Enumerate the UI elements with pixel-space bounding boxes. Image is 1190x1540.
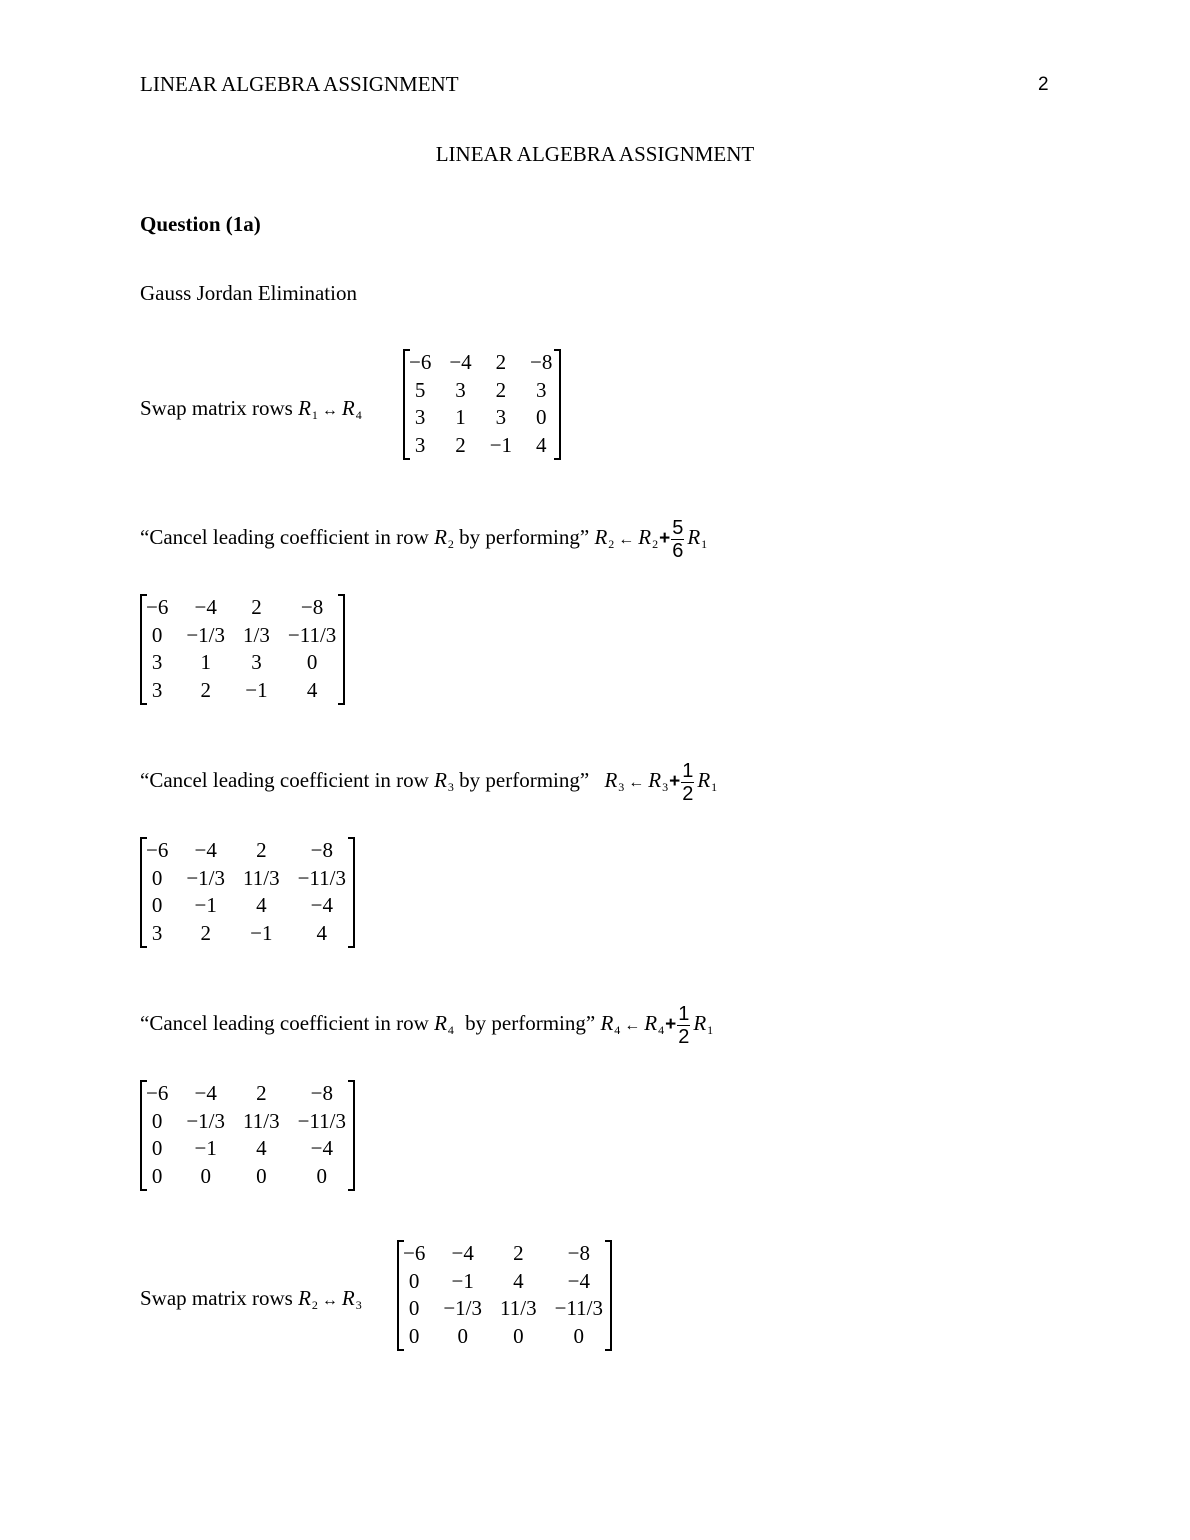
matrix-cell: −4 xyxy=(310,1136,333,1161)
step1-instruction xyxy=(140,396,362,427)
running-header: LINEAR ALGEBRA ASSIGNMENT xyxy=(140,72,459,96)
matrix-cell: −4 xyxy=(449,350,472,374)
matrix-cell: 0 xyxy=(408,1324,420,1349)
matrix-cell: −1/3 xyxy=(186,622,226,647)
row-symbol: $R_3$ xyxy=(434,768,454,794)
matrix-row xyxy=(140,1080,355,1108)
matrix-cell: 0 xyxy=(151,1136,163,1161)
step3-instruction xyxy=(140,757,717,810)
step5-matrix xyxy=(397,1240,612,1351)
matrix-cell: 4 xyxy=(535,433,547,458)
matrix-cell: 3 xyxy=(495,405,507,430)
matrix-cell: 3 xyxy=(535,377,547,402)
matrix-cell: 1 xyxy=(200,650,211,675)
right-bracket xyxy=(605,1240,612,1351)
matrix-cell: 1/3 xyxy=(243,622,270,647)
matrix-row xyxy=(140,837,355,865)
step3-text-a: “Cancel leading coefficient in row xyxy=(140,768,435,792)
fraction: $\frac{1}{2}$ xyxy=(678,1002,690,1048)
row-symbol: $R_2$ xyxy=(298,1286,318,1312)
matrix-cell: 2 xyxy=(200,921,211,946)
matrix-cell: 3 xyxy=(151,650,163,675)
matrix-cell: 11/3 xyxy=(243,865,280,890)
matrix-cell: −4 xyxy=(451,1241,474,1265)
right-bracket xyxy=(338,594,345,705)
row-symbol: $R_1$ xyxy=(687,525,708,551)
row-symbol: $R_4$ xyxy=(434,1011,454,1037)
matrix-row xyxy=(140,649,345,677)
matrix-cell: 0 xyxy=(408,1268,420,1293)
step2-instruction xyxy=(140,514,707,567)
matrix-cell: 0 xyxy=(513,1324,524,1349)
matrix-cell: 0 xyxy=(151,1108,163,1133)
matrix-cell: −6 xyxy=(409,350,432,374)
matrix-cell: 3 xyxy=(414,433,426,458)
matrix-cell: −6 xyxy=(146,595,169,619)
matrix-cell: 3 xyxy=(414,405,426,430)
matrix-cell: −8 xyxy=(567,1241,590,1265)
matrix-row xyxy=(403,349,561,377)
matrix-cell: 3 xyxy=(455,377,466,402)
matrix-cell: 0 xyxy=(200,1164,211,1189)
swap-arrow: ↔ xyxy=(321,402,338,419)
matrix-row xyxy=(403,404,561,432)
matrix-row xyxy=(397,1268,612,1296)
matrix-cell: 2 xyxy=(256,838,267,862)
matrix-cell: 0 xyxy=(457,1324,468,1349)
matrix-row xyxy=(140,622,345,650)
fraction: $\frac{5}{6}$ xyxy=(672,516,684,562)
assign-arrow: ← xyxy=(628,774,645,791)
matrix-cell: 11/3 xyxy=(243,1108,280,1133)
matrix-row xyxy=(140,594,345,622)
row-symbol: $R_2$ xyxy=(638,525,659,551)
matrix-row xyxy=(140,1135,355,1163)
matrix-cell: −11/3 xyxy=(287,622,337,647)
matrix-cell: 0 xyxy=(306,650,318,675)
matrix-cell: 2 xyxy=(455,433,466,458)
row-symbol: $R_1$ xyxy=(693,1011,714,1037)
matrix-cell: −1/3 xyxy=(186,865,226,890)
matrix-cell: −8 xyxy=(310,838,333,862)
page-number: 2 xyxy=(1038,74,1049,95)
matrix-cell: 0 xyxy=(151,1164,163,1189)
matrix-cell: −6 xyxy=(146,1081,169,1105)
row-symbol: $R_4$ xyxy=(341,396,362,422)
matrix-cell: −4 xyxy=(310,893,333,918)
matrix-row xyxy=(397,1295,612,1323)
fraction: $\frac{1}{2}$ xyxy=(682,759,694,805)
matrix-cell: 2 xyxy=(495,377,507,402)
matrix-cell: −1 xyxy=(250,921,273,946)
matrix-cell: 5 xyxy=(414,377,426,402)
question-heading: Question (1a) xyxy=(140,212,261,236)
matrix-cell: −8 xyxy=(300,595,324,619)
matrix-cell: 4 xyxy=(256,1136,267,1161)
matrix-table xyxy=(397,1240,612,1351)
document-title: LINEAR ALGEBRA ASSIGNMENT xyxy=(435,142,755,166)
step5-text: Swap matrix rows xyxy=(140,1286,299,1310)
matrix-table xyxy=(140,594,345,705)
row-symbol: $R_2$ xyxy=(594,525,615,551)
left-bracket xyxy=(140,594,147,705)
row-symbol: $R_4$ xyxy=(644,1011,665,1037)
step1-text: Swap matrix rows xyxy=(140,396,299,420)
row-symbol: $R_1$ xyxy=(697,768,718,794)
matrix-cell: 3 xyxy=(151,678,163,703)
left-bracket xyxy=(140,1080,147,1191)
row-symbol: $R_2$ xyxy=(434,525,454,551)
matrix-cell: 0 xyxy=(151,893,163,918)
matrix-table xyxy=(403,349,561,460)
matrix-cell: 3 xyxy=(251,650,262,675)
step2-matrix xyxy=(140,594,345,705)
right-bracket xyxy=(348,1080,355,1191)
matrix-cell: −1/3 xyxy=(443,1296,483,1321)
matrix-cell: 2 xyxy=(513,1241,524,1265)
matrix-cell: 0 xyxy=(256,1164,267,1189)
matrix-cell: −1 xyxy=(194,893,217,918)
matrix-cell: 4 xyxy=(316,921,328,946)
matrix-cell: 4 xyxy=(513,1268,524,1293)
matrix-cell: 2 xyxy=(251,595,262,619)
plus-sign: + xyxy=(665,1014,677,1035)
row-symbol: $R_3$ xyxy=(648,768,669,794)
matrix-cell: 4 xyxy=(306,678,318,703)
row-symbol: $R_3$ xyxy=(341,1286,362,1312)
method-label: Gauss Jordan Elimination xyxy=(140,281,357,305)
matrix-row xyxy=(140,865,355,893)
left-bracket xyxy=(403,349,410,460)
matrix-row xyxy=(140,1163,355,1191)
matrix-cell: −8 xyxy=(310,1081,333,1105)
matrix-cell: 2 xyxy=(200,678,211,703)
right-bracket xyxy=(348,837,355,948)
matrix-row xyxy=(140,920,355,948)
matrix-cell: −6 xyxy=(403,1241,426,1265)
matrix-cell: 0 xyxy=(151,865,163,890)
step2-text-b: by performing” xyxy=(453,525,595,549)
left-bracket xyxy=(140,837,147,948)
matrix-cell: −1/3 xyxy=(186,1108,226,1133)
matrix-row xyxy=(140,677,345,705)
matrix-cell: 0 xyxy=(316,1164,328,1189)
step3-text-b: by performing” xyxy=(453,768,595,792)
row-symbol: $R_3$ xyxy=(604,768,625,794)
plus-sign: + xyxy=(659,528,671,549)
matrix-cell: −11/3 xyxy=(297,865,346,890)
matrix-cell: 4 xyxy=(256,893,267,918)
step3-matrix xyxy=(140,837,355,948)
matrix-cell: −8 xyxy=(530,350,553,374)
matrix-cell: 2 xyxy=(495,350,507,374)
assign-arrow: ← xyxy=(618,531,635,548)
matrix-cell: −1 xyxy=(489,433,513,458)
row-symbol: $R_1$ xyxy=(298,396,318,422)
matrix-cell: −1 xyxy=(451,1268,474,1293)
matrix-cell: 0 xyxy=(535,405,547,430)
matrix-cell: −6 xyxy=(146,838,169,862)
step4-text-a: “Cancel leading coefficient in row xyxy=(140,1011,435,1035)
matrix-table xyxy=(140,837,355,948)
left-bracket xyxy=(397,1240,404,1351)
matrix-cell: −11/3 xyxy=(554,1296,603,1321)
assign-arrow: ← xyxy=(624,1017,641,1034)
step4-matrix xyxy=(140,1080,355,1191)
matrix-cell: 0 xyxy=(573,1324,585,1349)
matrix-cell: −4 xyxy=(194,595,217,619)
matrix-cell: 11/3 xyxy=(500,1296,537,1321)
right-bracket xyxy=(554,349,561,460)
swap-arrow: ↔ xyxy=(321,1292,338,1309)
matrix-row xyxy=(397,1323,612,1351)
matrix-cell: 1 xyxy=(455,405,466,430)
plus-sign: + xyxy=(669,771,681,792)
matrix-table xyxy=(140,1080,355,1191)
step4-instruction xyxy=(140,1000,713,1053)
step1-matrix xyxy=(403,349,561,460)
matrix-cell: −4 xyxy=(567,1268,590,1293)
matrix-row xyxy=(403,432,561,460)
matrix-cell: −4 xyxy=(194,1081,217,1105)
matrix-cell: 2 xyxy=(256,1081,267,1105)
matrix-cell: 0 xyxy=(151,622,163,647)
matrix-row xyxy=(140,892,355,920)
step4-text-b: by performing” xyxy=(459,1011,601,1035)
matrix-cell: 0 xyxy=(408,1296,420,1321)
matrix-row xyxy=(403,377,561,405)
matrix-cell: 3 xyxy=(151,921,163,946)
matrix-cell: −1 xyxy=(194,1136,217,1161)
matrix-cell: −11/3 xyxy=(297,1108,346,1133)
matrix-cell: −4 xyxy=(194,838,217,862)
matrix-cell: −1 xyxy=(245,678,268,703)
step2-text-a: “Cancel leading coefficient in row xyxy=(140,525,435,549)
matrix-row xyxy=(140,1108,355,1136)
matrix-row xyxy=(397,1240,612,1268)
row-symbol: $R_4$ xyxy=(600,1011,621,1037)
step5-instruction xyxy=(140,1286,362,1317)
